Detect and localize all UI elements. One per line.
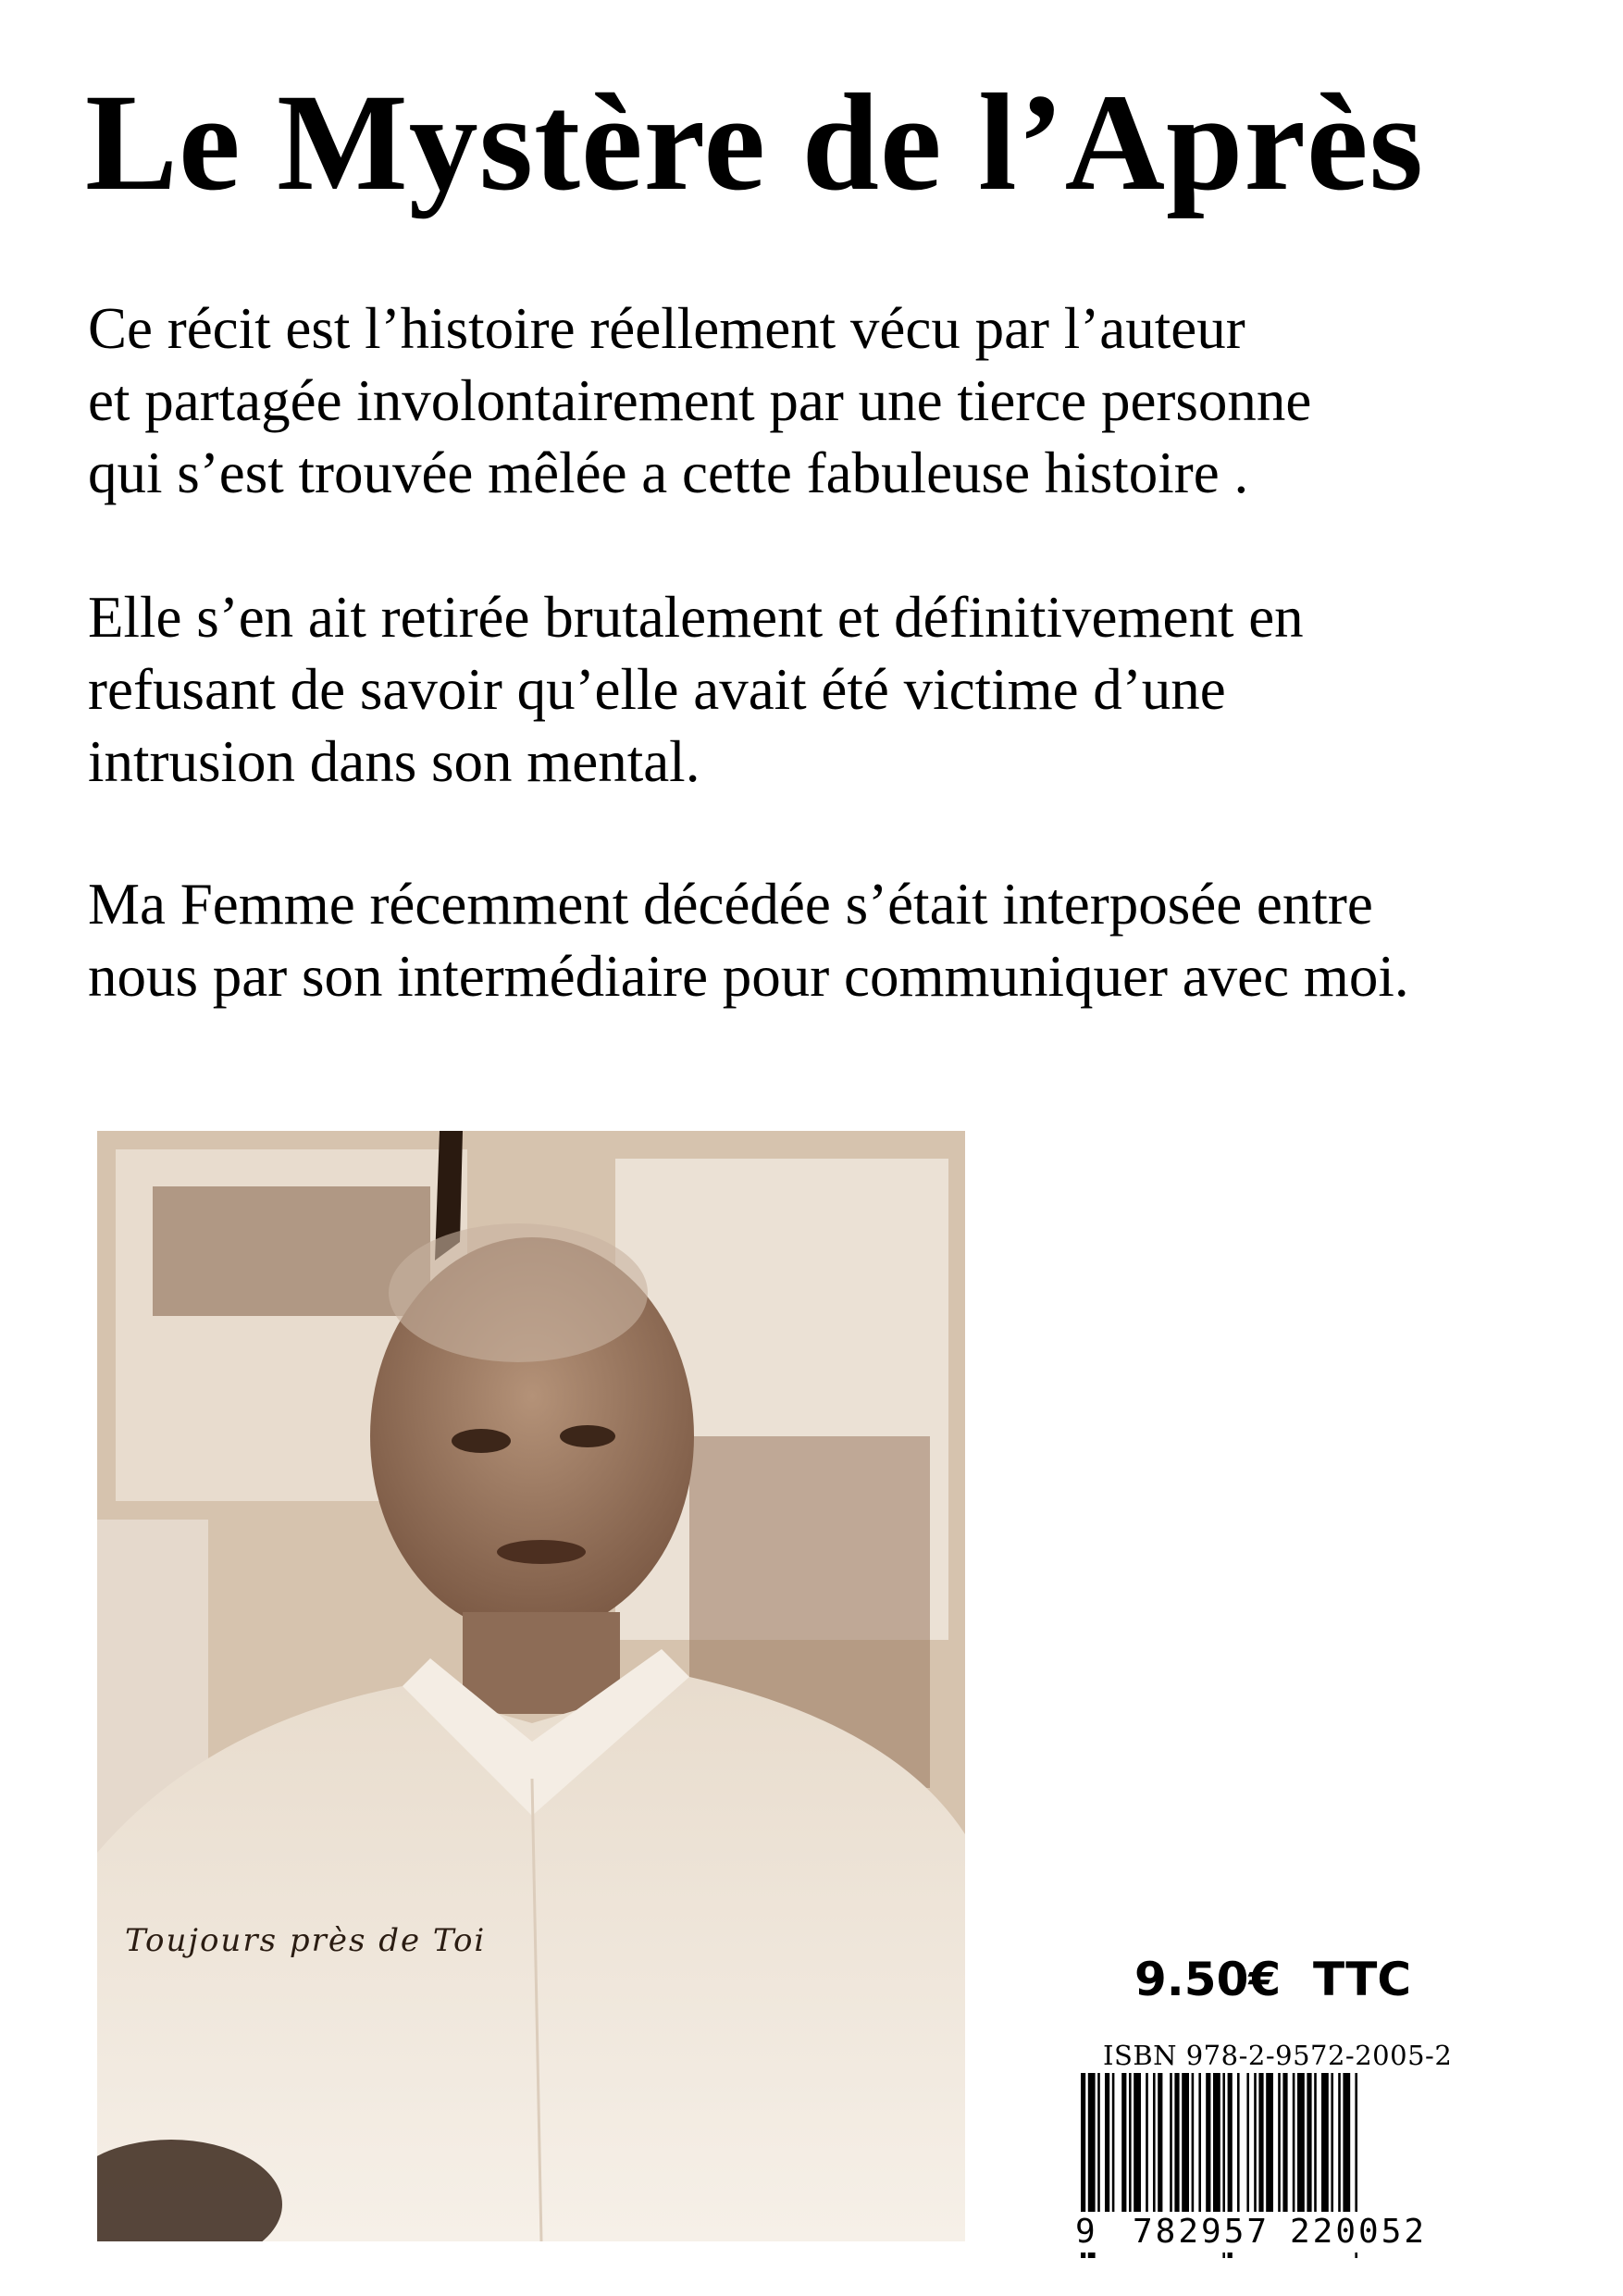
blurb-line: Ma Femme récemment décédée s’était interposée entre (88, 872, 1373, 937)
barcode-bar (1338, 2073, 1341, 2212)
barcode-bar (1321, 2073, 1329, 2212)
blurb-line: qui s’est trouvée mêlée a cette fabuleuse histoire . (88, 441, 1249, 505)
barcode-bar (1293, 2073, 1295, 2212)
blurb-line: Elle s’en ait retirée brutalement et définitivement en (88, 585, 1304, 650)
barcode-bar (1158, 2073, 1162, 2212)
isbn-label: ISBN 978-2-9572-2005-2 (1103, 2040, 1453, 2071)
barcode-bar (1174, 2073, 1179, 2212)
blurb-paragraph-1 (88, 292, 1587, 509)
barcode-bar (1213, 2073, 1220, 2212)
blurb-line: nous par son intermédiaire pour communiquer avec moi. (88, 944, 1409, 1009)
barcode-bar (1129, 2073, 1132, 2212)
blurb-line: et partagée involontairement par une tierce personne (88, 368, 1312, 433)
blurb-line: intrusion dans son mental. (88, 729, 700, 794)
barcode-bar (1105, 2073, 1109, 2212)
barcode-bar (1343, 2073, 1350, 2212)
author-photo (97, 1131, 965, 2241)
barcode-bar (1198, 2073, 1201, 2212)
barcode-bar (1237, 2073, 1240, 2212)
barcode-left-digits: 782957 (1133, 2213, 1270, 2251)
blurb-line: refusant de savoir qu’elle avait été victime d’une (88, 657, 1226, 722)
barcode-digits (1073, 2212, 1448, 2254)
barcode-first-digit: 9 (1075, 2213, 1096, 2251)
barcode-bar (1134, 2073, 1141, 2212)
barcode-bar (1266, 2073, 1273, 2212)
barcode-bar (1182, 2073, 1189, 2212)
blurb-line: Ce récit est l’histoire réellement vécu par l’auteur (88, 296, 1245, 361)
barcode-bar (1153, 2073, 1156, 2212)
barcode-bar (1258, 2073, 1263, 2212)
barcode-bar (1297, 2073, 1305, 2212)
barcode-bar (1112, 2073, 1115, 2212)
barcode-bar (1206, 2073, 1210, 2212)
barcode-bar (1307, 2073, 1311, 2212)
barcode-bar (1192, 2073, 1195, 2212)
barcode-bar (1121, 2073, 1126, 2212)
barcode-bar (1331, 2073, 1333, 2212)
price-label: 9.50€ TTC (1134, 1953, 1412, 2006)
book-title: Le Mystère de l’Après (85, 66, 1424, 219)
barcode-bar (1314, 2073, 1317, 2212)
barcode-bar (1170, 2073, 1172, 2212)
barcode-bar (1282, 2073, 1287, 2212)
sepia-portrait-illustration (97, 1131, 965, 2241)
barcode-bar (1278, 2073, 1281, 2212)
photo-caption: Toujours près de Toi (125, 1922, 487, 1959)
blurb-paragraph-2 (88, 581, 1587, 798)
barcode-bar (1254, 2073, 1257, 2212)
barcode-bar (1146, 2073, 1148, 2212)
barcode-bar (1097, 2073, 1100, 2212)
blurb-paragraph-3 (88, 868, 1587, 1012)
barcode-bar (1246, 2073, 1249, 2212)
barcode-right-digits: 220052 (1290, 2213, 1428, 2251)
